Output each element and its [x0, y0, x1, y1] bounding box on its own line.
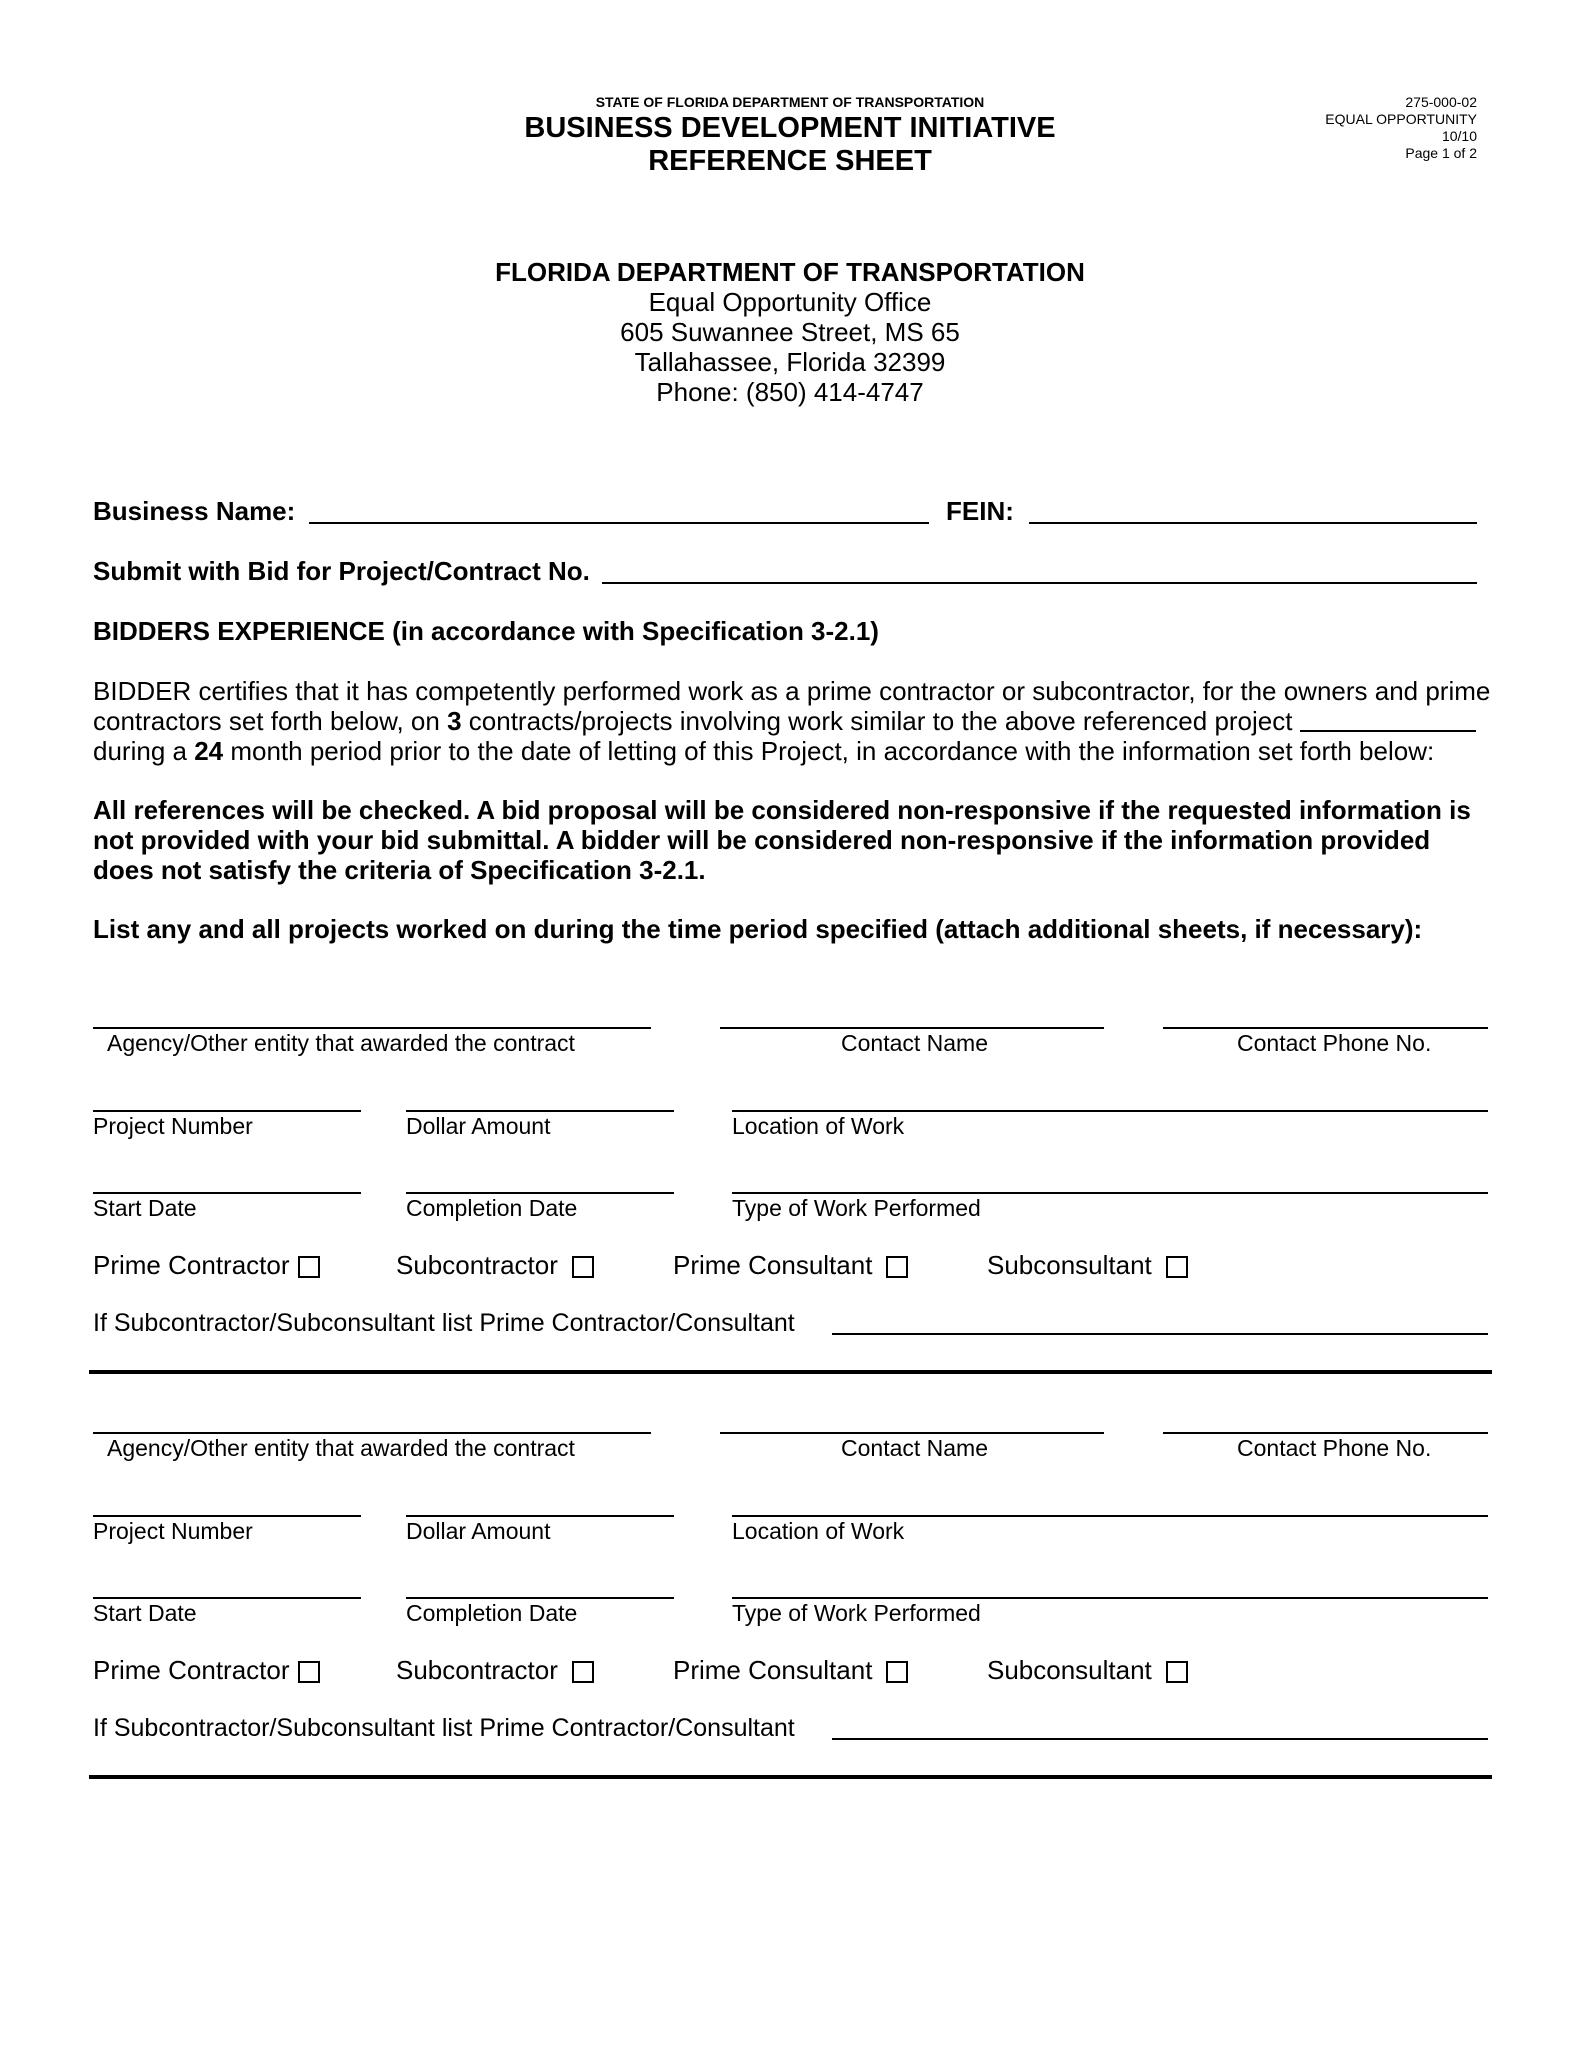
subconsultant-label: Subconsultant: [987, 1655, 1152, 1685]
subconsultant-label: Subconsultant: [987, 1250, 1152, 1280]
prime-contractor-option[interactable]: [93, 1250, 320, 1281]
fein-label: FEIN:: [946, 496, 1014, 526]
location-label: Location of Work: [732, 1113, 905, 1139]
location-field-line[interactable]: [732, 1110, 1488, 1112]
completion-date-label: Completion Date: [406, 1195, 578, 1221]
business-name-label: Business Name:: [93, 496, 296, 526]
cert-part3: during a: [93, 736, 195, 766]
subconsultant-checkbox[interactable]: [1166, 1256, 1188, 1278]
start-date-label: Start Date: [93, 1600, 197, 1626]
address-org: FLORIDA DEPARTMENT OF TRANSPORTATION: [495, 257, 1085, 287]
address-office: Equal Opportunity Office: [648, 287, 932, 317]
dollar-amount-field-line[interactable]: [406, 1110, 674, 1112]
prime-contractor-checkbox[interactable]: [298, 1661, 320, 1683]
contact-phone-label: Contact Phone No.: [1237, 1435, 1432, 1461]
business-name-field[interactable]: [309, 494, 929, 524]
page-label: Page 1 of 2: [1405, 145, 1477, 161]
agency-field-line[interactable]: [93, 1027, 651, 1029]
prime-consultant-checkbox[interactable]: [886, 1661, 908, 1683]
address-city: Tallahassee, Florida 32399: [634, 347, 946, 377]
project-contract-label: Submit with Bid for Project/Contract No.: [93, 556, 590, 586]
prime-list-field-line[interactable]: [832, 1333, 1488, 1335]
prime-consultant-option[interactable]: [673, 1250, 908, 1281]
cert-part2: contracts/projects involving work similar to the above referenced project: [461, 706, 1300, 736]
completion-date-field-line[interactable]: [406, 1192, 674, 1194]
agency-label: Agency/Other entity that awarded the contract: [107, 1435, 575, 1461]
start-date-label: Start Date: [93, 1195, 197, 1221]
prime-contractor-option[interactable]: [93, 1655, 320, 1686]
section-divider: [89, 1370, 1492, 1374]
address-block: [390, 257, 1190, 407]
completion-date-field-line[interactable]: [406, 1597, 674, 1599]
prime-list-label: If Subcontractor/Subconsultant list Prime Contractor/Consultant: [93, 1714, 795, 1742]
start-date-field-line[interactable]: [93, 1192, 361, 1194]
subcontractor-checkbox[interactable]: [572, 1256, 594, 1278]
work-type-field-line[interactable]: [732, 1192, 1488, 1194]
cert-months: 24: [194, 736, 224, 766]
subconsultant-option[interactable]: [987, 1250, 1188, 1281]
form-date: 10/10: [1441, 128, 1477, 144]
form-category: EQUAL OPPORTUNITY: [1325, 111, 1477, 127]
agency-line: STATE OF FLORIDA DEPARTMENT OF TRANSPORTATION: [595, 94, 985, 110]
subcontractor-checkbox[interactable]: [572, 1661, 594, 1683]
prime-list-label: If Subcontractor/Subconsultant list Prime Contractor/Consultant: [93, 1309, 795, 1337]
dollar-amount-label: Dollar Amount: [406, 1113, 551, 1139]
work-type-field-line[interactable]: [732, 1597, 1488, 1599]
subcontractor-option[interactable]: [396, 1655, 594, 1686]
project-contract-field[interactable]: [602, 554, 1477, 584]
start-date-field-line[interactable]: [93, 1597, 361, 1599]
subcontractor-label: Subcontractor: [396, 1250, 558, 1280]
subconsultant-checkbox[interactable]: [1166, 1661, 1188, 1683]
dollar-amount-field-line[interactable]: [406, 1515, 674, 1517]
subcontractor-label: Subcontractor: [396, 1655, 558, 1685]
contact-name-label: Contact Name: [841, 1435, 989, 1461]
contact-name-label: Contact Name: [841, 1030, 989, 1056]
completion-date-label: Completion Date: [406, 1600, 578, 1626]
experience-heading: BIDDERS EXPERIENCE (in accordance with Specification 3-2.1): [93, 616, 879, 646]
prime-list-field-line[interactable]: [832, 1738, 1488, 1740]
agency-label: Agency/Other entity that awarded the contract: [107, 1030, 575, 1056]
project-number-label: Project Number: [93, 1518, 253, 1544]
work-type-label: Type of Work Performed: [732, 1600, 981, 1626]
prime-consultant-checkbox[interactable]: [886, 1256, 908, 1278]
address-street: 605 Suwannee Street, MS 65: [620, 317, 960, 347]
project-number-field-line[interactable]: [93, 1110, 361, 1112]
similar-work-blank[interactable]: [1300, 708, 1476, 732]
warning-text: All references will be checked. A bid proposal will be considered non-responsive if the requested information is not provided with your bid submittal. A bidder will be considered non-responsive if the information provided does not satisfy the criteria of Specification 3-2.1.: [93, 795, 1471, 885]
contact-name-field-line[interactable]: [720, 1027, 1104, 1029]
cert-num-projects: 3: [447, 706, 462, 736]
contact-phone-field-line[interactable]: [1163, 1027, 1488, 1029]
subconsultant-option[interactable]: [987, 1655, 1188, 1686]
project-number-label: Project Number: [93, 1113, 253, 1139]
location-label: Location of Work: [732, 1518, 905, 1544]
work-type-label: Type of Work Performed: [732, 1195, 981, 1221]
prime-contractor-label: Prime Contractor: [93, 1250, 290, 1280]
contact-phone-label: Contact Phone No.: [1237, 1030, 1432, 1056]
dollar-amount-label: Dollar Amount: [406, 1518, 551, 1544]
form-title-line2: REFERENCE SHEET: [648, 145, 932, 177]
project-number-field-line[interactable]: [93, 1515, 361, 1517]
form-title-line1: BUSINESS DEVELOPMENT INITIATIVE: [524, 112, 1056, 144]
location-field-line[interactable]: [732, 1515, 1488, 1517]
fein-field[interactable]: [1029, 494, 1477, 524]
section-divider: [89, 1775, 1492, 1779]
cert-part1: BIDDER certifies that it has competently performed work as a prime contractor or subcontractor, for the owners and prime contractors set forth below, on: [93, 676, 1491, 736]
list-instruction: List any and all projects worked on during the time period specified (attach additional sheets, if necessary):: [93, 914, 1423, 944]
subcontractor-option[interactable]: [396, 1250, 594, 1281]
agency-field-line[interactable]: [93, 1432, 651, 1434]
contact-name-field-line[interactable]: [720, 1432, 1104, 1434]
cert-part4: month period prior to the date of letting of this Project, in accordance with the information set forth below:: [223, 736, 1435, 766]
prime-consultant-label: Prime Consultant: [673, 1250, 873, 1280]
prime-contractor-label: Prime Contractor: [93, 1655, 290, 1685]
prime-contractor-checkbox[interactable]: [298, 1256, 320, 1278]
form-id-block: [1325, 94, 1477, 162]
form-number: 275-000-02: [1405, 94, 1477, 110]
address-phone: Phone: (850) 414-4747: [656, 377, 924, 407]
prime-consultant-option[interactable]: [673, 1655, 908, 1686]
prime-consultant-label: Prime Consultant: [673, 1655, 873, 1685]
contact-phone-field-line[interactable]: [1163, 1432, 1488, 1434]
certification-text: [93, 676, 1493, 766]
